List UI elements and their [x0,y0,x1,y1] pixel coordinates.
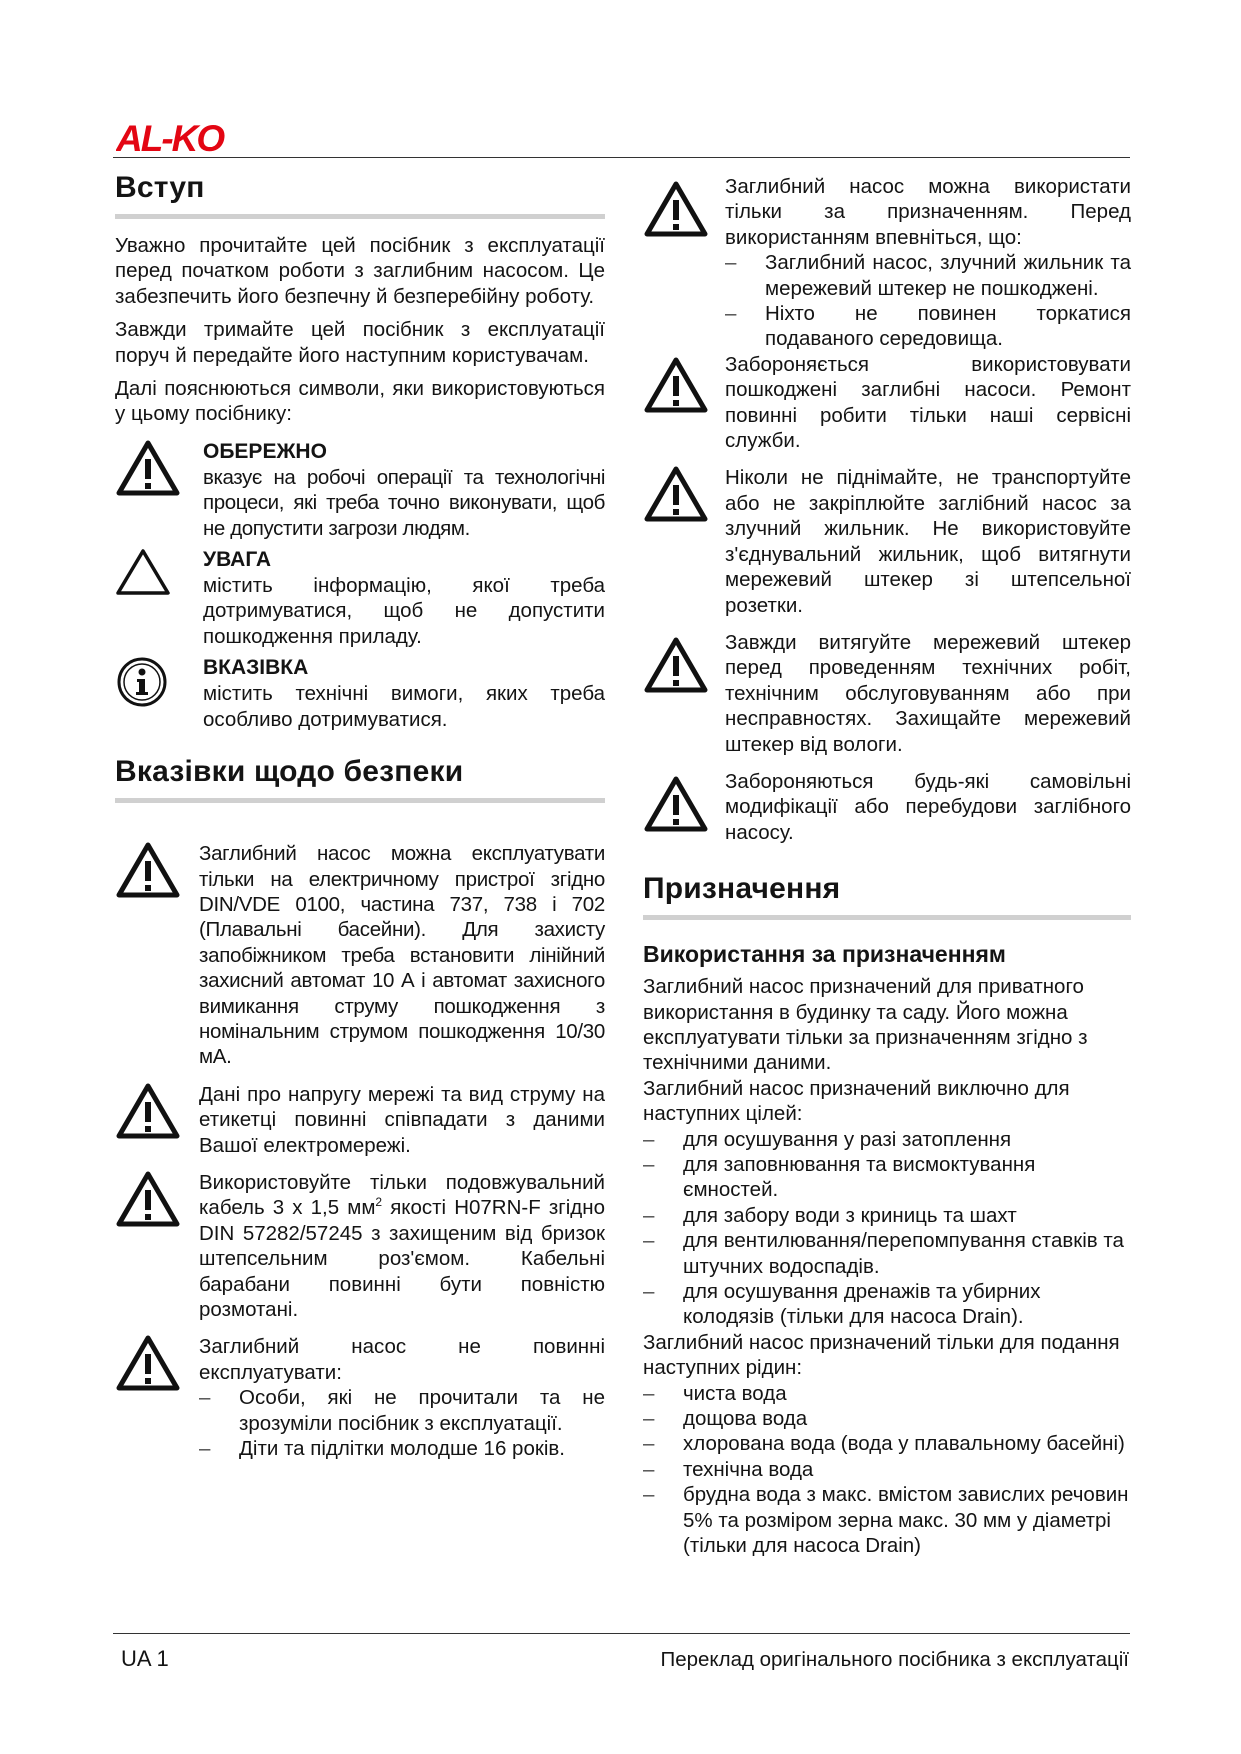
right-column [643,174,1131,1559]
page-number: UA 1 [121,1646,169,1671]
dash-list [199,1385,605,1461]
warning-triangle-icon [643,174,725,243]
intro-paragraph-1: Уважно прочитайте цей посібник з експлуатації перед початком роботи з заглибним насосом. Це забезпечить його безпечну й безперебійну роботу. [115,234,605,308]
list-item: – для вентилювання/перепомпування ставків та штучних водоспадів. [643,1228,1131,1279]
warning-text: Дані про напругу мережі та вид струму на етикетці повинні співпадати з даними Вашої електромережі. [199,1082,605,1157]
warning-triangle-icon [115,1170,199,1233]
list-item: – хлорована вода (вода у плавальному басейні) [643,1431,1131,1456]
symbol-title: УВАГА [203,548,272,572]
list-item: – для осушування дренажів та убирних колодязів (тільки для насоса Drain). [643,1279,1131,1330]
info-icon [115,655,203,714]
safety-warning-electrical [115,841,605,1070]
warning-text: Завжди витягуйте мережевий штекер перед проведенням технічних робіт, технічним обслуговуванням або при несправностях. Захищайте мережевий штекер від вологи. [725,630,1131,756]
safety-warning-persons [115,1334,605,1461]
list-item: – дощова вода [643,1406,1131,1431]
caution-triangle-icon [115,547,203,602]
fluids-list [643,1381,1131,1559]
purpose-paragraph-1: Заглибний насос призначений для приватного використання в будинку та саду. Його можна експлуатувати тільки за призначенням згідно з технічними даними. [643,975,1088,1075]
purpose-list [643,1127,1131,1330]
warning-triangle-icon [115,1082,199,1145]
list-item: – чиста вода [643,1381,1131,1406]
warning-triangle-icon [643,465,725,528]
cable-handling-warning [643,465,1131,617]
warning-triangle-icon [643,630,725,699]
safety-warning-voltage [115,1082,605,1158]
warning-triangle-icon [643,769,725,838]
header-divider [113,157,1130,158]
heading-underline [115,798,605,803]
list-item: – Заглибний насос, злучний жильник та мережевий штекер не пошкоджені. [725,250,1131,301]
warning-text: Заглибний насос не повинні експлуатувати: [199,1335,605,1384]
left-column [115,170,605,1461]
purpose-paragraph-3: Заглибний насос призначений тільки для подання наступних рідин: [643,1330,1120,1380]
list-item: – для забору води з криниць та шахт [643,1203,1131,1228]
maintenance-warning [643,630,1131,757]
list-item: – для заповнювання та висмоктування ємностей. [643,1152,1131,1203]
warning-text: Забороняються будь-які самовільні модифікації або перебудови заглібного насосу. [725,769,1131,844]
modification-warning [643,769,1131,845]
footer-note: Переклад оригінального посібника з експлуатації [660,1648,1129,1671]
intro-paragraph-3: Далі пояснюються символи, яки використовуються у цьому посібнику: [115,377,605,426]
symbol-definition-note [115,655,605,732]
symbol-text: містить інформацію, якої треба дотримуватися, щоб не допустити пошкодження приладу. [203,574,605,648]
usage-warning [643,174,1131,352]
warning-text: Використовуйте тільки подовжувальний кабель 3 x 1,5 $мм^2$ якості H07RN-F згідно DIN 57282/57245 з захищеним від бризок штепсельним роз'ємом. Кабельні барабани повинні бути повністю розмотані. [199,1170,605,1321]
symbol-definition-danger [115,439,605,541]
symbol-definition-caution [115,547,605,649]
svg-text:AL-KO: AL-KO [116,120,224,154]
warning-triangle-icon [115,439,203,502]
symbol-title: ВКАЗІВКА [203,656,309,680]
warning-triangle-icon [643,352,725,419]
footer-divider [113,1633,1130,1634]
purpose-subheading: Використання за призначенням [643,941,1006,968]
warning-triangle-icon [115,841,199,904]
warning-text: Заглибний насос можна експлуатувати тільки на електричному пристрої згідно DIN/VDE 0100, частина 737, 738 і 702 (Плавальні басейни). Для захисту запобіжником треба встановити лінійний захисний автомат 10 А і автомат захисного вимикання струму пошкодження з номінальним струмом пошкодження 10/30 мА. [199,842,605,1069]
purpose-section [643,871,1131,1558]
list-item: – брудна вода з макс. вмістом завислих речовин 5% та розміром зерна макс. 30 мм у діаметрі (тільки для насоса Drain) [643,1482,1131,1558]
purpose-heading: Призначення [643,872,841,906]
list-item: – Особи, які не прочитали та не зрозуміли посібник з експлуатації. [199,1385,605,1436]
symbol-text: вказує на робочі операції та технологічні процеси, які треба точно виконувати, щоб не допустити загрози людям. [203,465,605,540]
heading-underline [643,915,1131,920]
alko-logo [116,120,252,154]
symbol-title: ОБЕРЕЖНО [203,439,327,463]
purpose-paragraph-2: Заглибний насос призначений виключно для наступних цілей: [643,1076,1070,1126]
intro-paragraph-2: Завжди тримайте цей посібник з експлуатації поруч й передайте його наступним користувачам. [115,318,605,367]
heading-underline [115,214,605,219]
warning-text: Ніколи не піднімайте, не транспортуйте або не закріплюйте заглібний насос за злучний жильник. Не використовуйте з'єднувальний жильник, щоб витягнути мережевий штекер зі штепсельної розетки. [725,466,1131,617]
safety-heading: Вказівки щодо безпеки [115,755,464,789]
dash-list [725,250,1131,352]
warning-triangle-icon [115,1334,199,1397]
intro-heading: Вступ [115,171,205,204]
list-item: – технічна вода [643,1457,1131,1482]
list-item: – для осушування у разі затоплення [643,1127,1131,1152]
damaged-pump-warning [643,352,1131,454]
intro-section [115,170,605,427]
warning-text: Забороняється використовувати пошкоджені заглибні насоси. Ремонт повинні робити тільки наші сервісні служби. [725,352,1131,453]
list-item: – Діти та підлітки молодше 16 років. [199,1436,605,1461]
warning-text: Заглибний насос можна використати тільки за призначенням. Перед використанням впевніться, що: [725,175,1131,249]
safety-section [115,754,605,1461]
symbol-text: містить технічні вимоги, яких треба особливо дотримуватися. [203,682,605,731]
safety-warning-cable [115,1170,605,1322]
list-item: – Ніхто не повинен торкатися подаваного середовища. [725,301,1131,352]
